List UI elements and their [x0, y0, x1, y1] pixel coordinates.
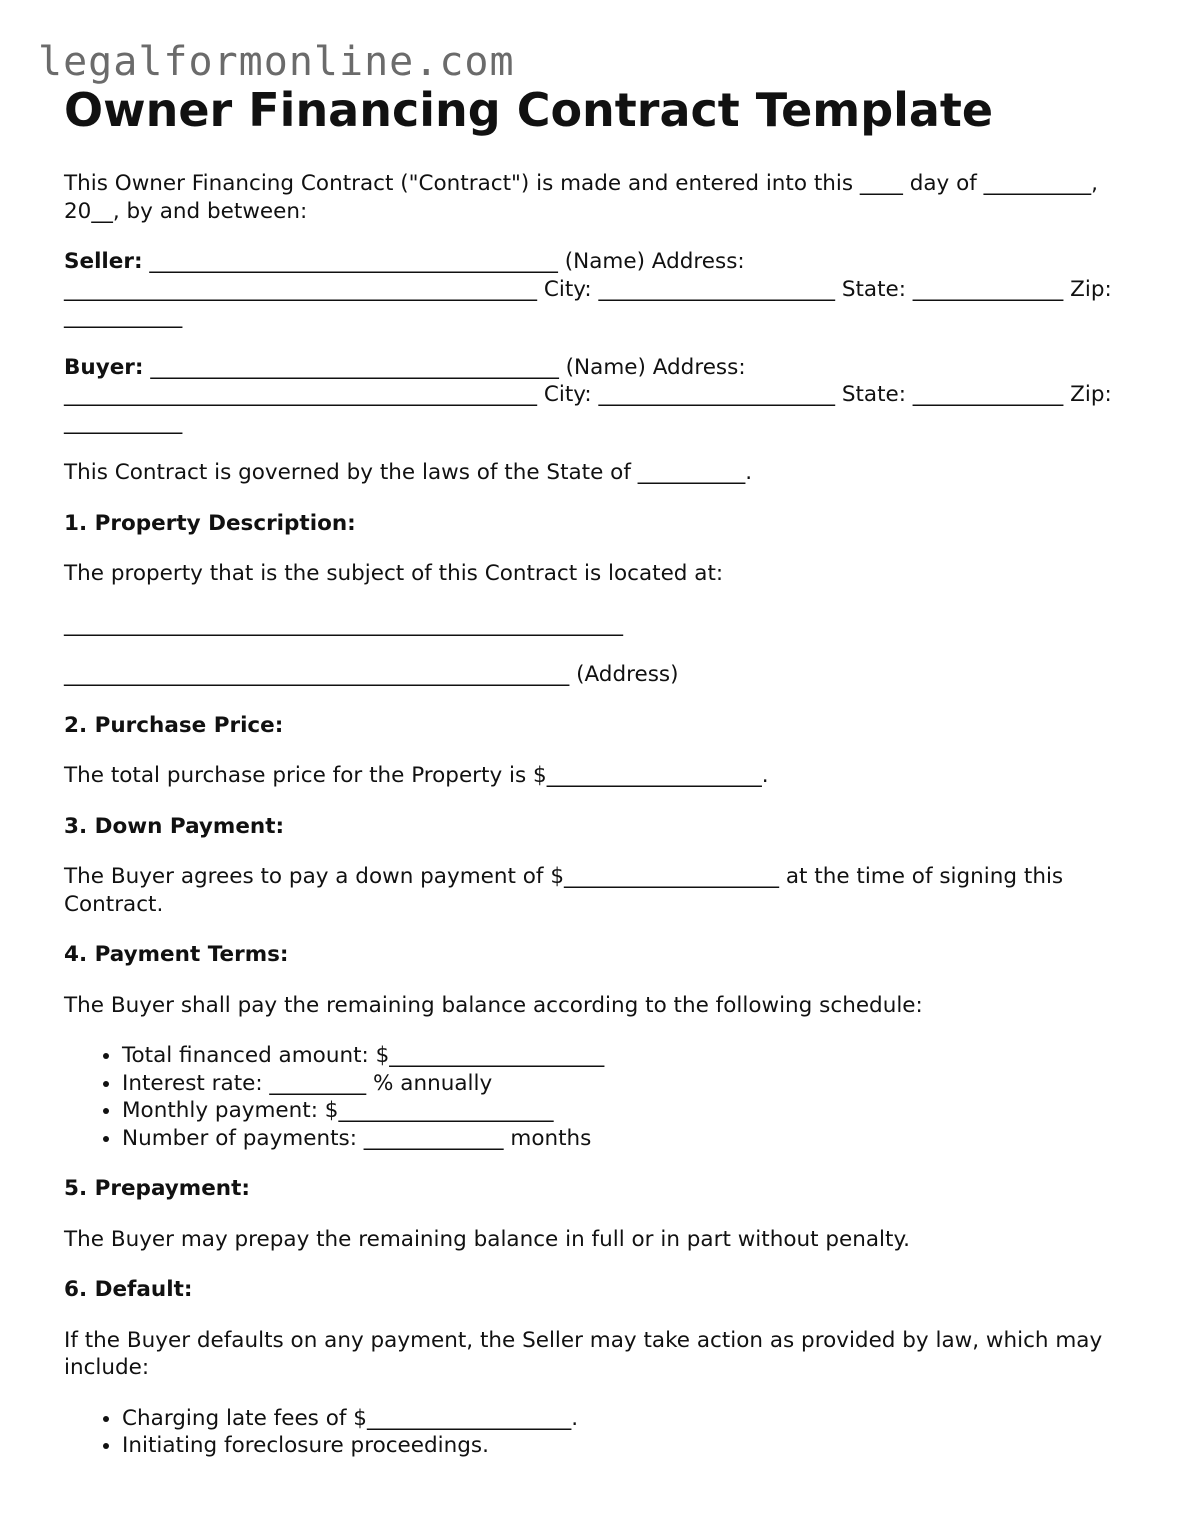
list-item: • Initiating foreclosure proceedings. — [122, 1432, 1124, 1460]
contract-body — [64, 170, 1124, 1483]
list-item: • Interest rate: _________ % annually — [122, 1070, 1124, 1098]
intro-paragraph: This Owner Financing Contract ("Contract") is made and entered into this ____ day of __________, 20__, by and between: — [64, 171, 1099, 224]
section-heading-price: 2. Purchase Price: — [64, 712, 284, 738]
page-title: Owner Financing Contract Template — [64, 83, 994, 137]
list-item: • Charging late fees of $___________________. — [122, 1405, 1124, 1433]
section-heading-prepayment: 5. Prepayment: — [64, 1176, 250, 1201]
list-item: • Number of payments: _____________ months — [122, 1125, 1124, 1153]
down-payment-text: The Buyer agrees to pay a down payment of $____________________ at the time of signing this Contract. — [64, 864, 1064, 917]
section-heading-down-payment: 3. Down Payment: — [64, 813, 285, 839]
default-list — [64, 1405, 1124, 1460]
site-watermark: legalformonline.com — [38, 39, 515, 85]
section-heading-property: 1. Property Description: — [64, 510, 356, 536]
section-heading-default: 6. Default: — [64, 1277, 193, 1302]
governing-law: This Contract is governed by the laws of the State of __________. — [64, 460, 753, 485]
property-text: The property that is the subject of this Contract is located at: — [64, 561, 724, 586]
buyer-fields: ______________________________________ (Name) Address: ____________________________________________ City: ______________________ State: ______________ Zip: ___________ — [64, 354, 1112, 435]
property-line-2: _______________________________________________ (Address) — [64, 662, 679, 687]
list-item: • Monthly payment: $____________________ — [122, 1097, 1124, 1125]
seller-block — [64, 248, 1124, 331]
seller-fields: ______________________________________ (Name) Address: ____________________________________________ City: ______________________ State: ______________ Zip: ___________ — [64, 249, 1112, 329]
seller-label: Seller: — [64, 249, 143, 274]
section-heading-payment-terms: 4. Payment Terms: — [64, 942, 289, 967]
default-text: If the Buyer defaults on any payment, the Seller may take action as provided by law, which may include: — [64, 1327, 1103, 1380]
payment-terms-text: The Buyer shall pay the remaining balance according to the following schedule: — [64, 992, 923, 1018]
buyer-label: Buyer: — [64, 354, 144, 380]
list-item: • Total financed amount: $____________________ — [122, 1042, 1124, 1070]
buyer-block — [64, 354, 1124, 437]
price-text: The total purchase price for the Property is $____________________. — [64, 763, 769, 788]
prepayment-text: The Buyer may prepay the remaining balance in full or in part without penalty. — [64, 1226, 910, 1252]
property-line-1: ____________________________________________________ — [64, 611, 623, 637]
payment-terms-list — [64, 1042, 1124, 1152]
